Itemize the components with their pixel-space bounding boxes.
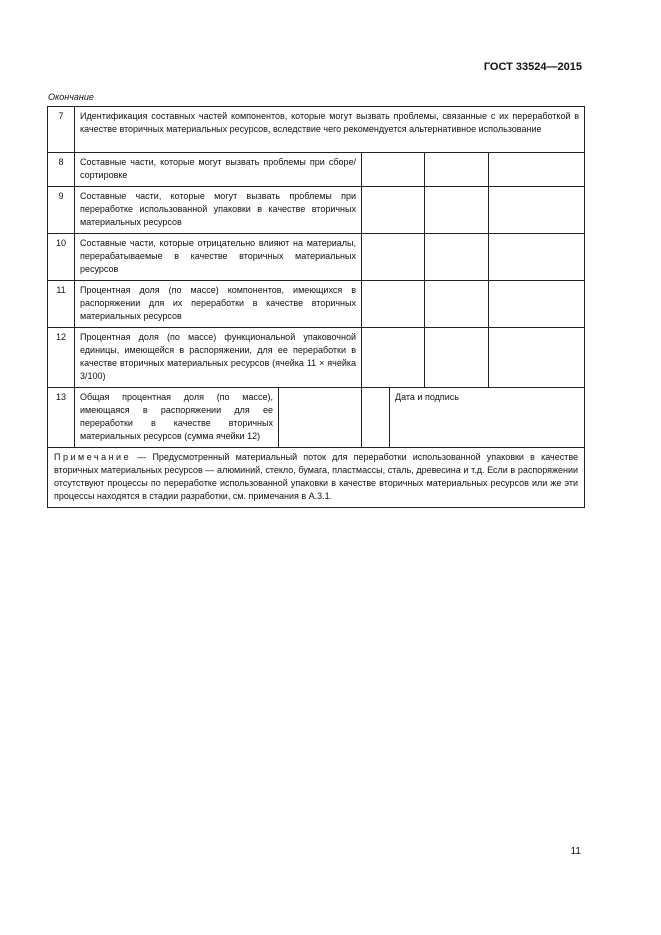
table-cell: [489, 328, 585, 388]
table-row: [48, 328, 585, 388]
table-cell: [362, 153, 425, 187]
row-number: 10: [48, 234, 75, 281]
table-cell: [489, 234, 585, 281]
table-cell: [425, 153, 489, 187]
row-text: Процентная доля (по массе) компонентов, имеющихся в распоряжении для их переработки в качестве вторичных материальных ресурсов: [75, 281, 362, 328]
table-note: [48, 448, 585, 508]
note-text: — Предусмотренный материальный поток для переработки использованной упаковки в качестве вторичных материальных ресурсов — алюминий, стекло, бумага, пластмассы, сталь, древесина и т.д. Если в распоряжении отсутствуют процессы по переработке использованной упаковки в качестве вторичных материальных ресурсов или же эти процессы находятся в стадии разработки, см. примечания в А.3.1.: [54, 452, 579, 501]
table-row: [48, 281, 585, 328]
table-cell: [425, 234, 489, 281]
table-cell: [489, 153, 585, 187]
table-row: [48, 187, 585, 234]
table-cell: [279, 388, 362, 448]
row-number: 12: [48, 328, 75, 388]
row-text: Общая процентная доля (по массе), имеющаяся в распоряжении для ее переработки в качестве вторичных материальных ресурсов (сумма ячейки 12): [75, 388, 279, 448]
row-text: Составные части, которые могут вызвать проблемы при сборе/сортировке: [75, 153, 362, 187]
row-number: 8: [48, 153, 75, 187]
table-cell: [425, 281, 489, 328]
signature-label: Дата и подпись: [390, 388, 585, 448]
row-number: 9: [48, 187, 75, 234]
page-number: 11: [570, 846, 581, 857]
table-cell: [362, 234, 425, 281]
row-text: Идентификация составных частей компонентов, которые могут вызвать проблемы, связанные с их переработкой в качестве вторичных материальных ресурсов, вследствие чего рекомендуется альтернативное использование: [75, 107, 585, 153]
note-label: Примечание: [54, 452, 132, 462]
table-cell: [489, 187, 585, 234]
table-cell: [362, 187, 425, 234]
table-cell: [425, 187, 489, 234]
row-number: 11: [48, 281, 75, 328]
table-cell: [425, 328, 489, 388]
table-cell: [362, 388, 390, 448]
row-number: 7: [48, 107, 75, 153]
table-row: [48, 234, 585, 281]
table-row: [48, 448, 585, 508]
table-cell: [489, 281, 585, 328]
row-text: Составные части, которые могут вызвать проблемы при переработке использованной упаковки в качестве вторичных материальных ресурсов: [75, 187, 362, 234]
table-cell: [362, 328, 425, 388]
row-number: 13: [48, 388, 75, 448]
table-cell: [362, 281, 425, 328]
table-row: [48, 107, 585, 153]
row-text: Процентная доля (по массе) функциональной упаковочной единицы, имеющейся в распоряжении, для ее переработки в качестве вторичных материальных ресурсов (ячейка 11 × ячейка 3/100): [75, 328, 362, 388]
continuation-table: [47, 106, 585, 508]
document-code: ГОСТ 33524—2015: [483, 61, 582, 73]
row-text: Составные части, которые отрицательно влияют на материалы, перерабатываемые в качестве вторичных материальных ресурсов: [75, 234, 362, 281]
continuation-label: Окончание: [48, 92, 94, 102]
table-row: [48, 153, 585, 187]
table-row: [48, 388, 585, 448]
